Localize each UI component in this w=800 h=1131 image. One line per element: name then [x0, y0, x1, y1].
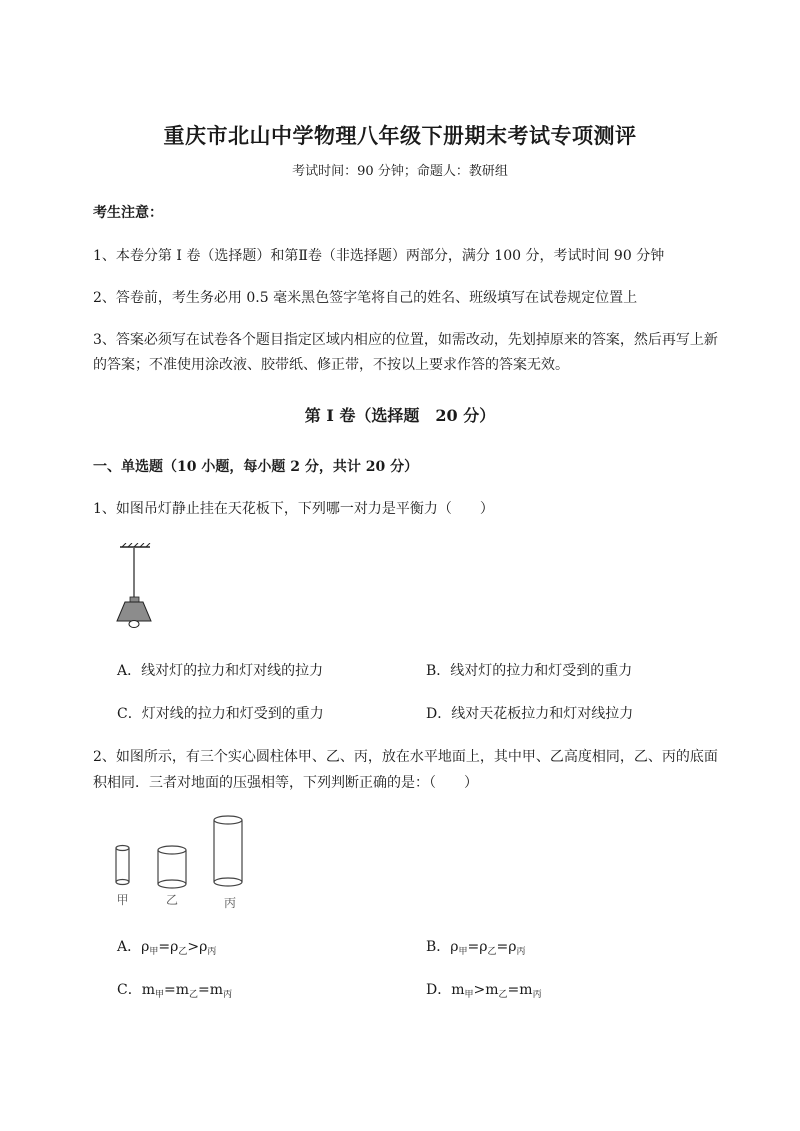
question-1-option-d[interactable]: D．线对天花板拉力和灯对线拉力 — [426, 706, 634, 722]
question-2-stem-cont: 积相同．三者对地面的压强相等，下列判断正确的是：（ ） — [93, 775, 478, 791]
question-1-option-c[interactable]: C．灯对线的拉力和灯受到的重力 — [117, 706, 324, 722]
question-2-option-c[interactable]: C．$m_甲=m_乙=m_丙$ — [117, 982, 233, 1000]
cylinder-label-bing: 丙 — [223, 896, 237, 910]
cylinders-figure — [110, 812, 260, 912]
question-1-option-b[interactable]: B．线对灯的拉力和灯受到的重力 — [426, 663, 633, 679]
page-title: 重庆市北山中学物理八年级下册期末考试专项测评 — [163, 123, 637, 148]
question-2-option-b[interactable]: B．$\rho_甲=\rho_乙=\rho_丙$ — [426, 939, 526, 957]
cylinder-label-jia: 甲 — [116, 893, 129, 907]
pendant-lamp-figure — [112, 543, 162, 633]
notice-item-3: 3、答案必须写在试卷各个题目指定区域内相应的位置，如需改动，先划掉原来的答案，然后再写上新 — [93, 332, 718, 348]
question-2-option-a[interactable]: A．$\rho_甲=\rho_乙>\rho_丙$ — [117, 939, 217, 957]
section-title: 第 I 卷（选择题 20 分） — [304, 406, 496, 425]
exam-info: 考试时间：90 分钟；命题人：教研组 — [292, 164, 508, 179]
cylinder-label-yi: 乙 — [165, 893, 179, 907]
notice-heading: 考生注意： — [93, 205, 163, 221]
question-1-option-a[interactable]: A．线对灯的拉力和灯对线的拉力 — [117, 663, 324, 679]
notice-item-2: 2、答卷前，考生务必用 0.5 毫米黑色签字笔将自己的姓名、班级填写在试卷规定位置上 — [93, 290, 638, 306]
part-heading: 一、单选题（10 小题，每小题 2 分，共计 20 分） — [93, 459, 419, 475]
question-2-stem: 2、如图所示，有三个实心圆柱体甲、乙、丙，放在水平地面上，其中甲、乙高度相同，乙、丙的底面 — [93, 749, 718, 765]
question-1-stem: 1、如图吊灯静止挂在天花板下，下列哪一对力是平衡力（ ） — [93, 501, 494, 517]
question-2-option-d[interactable]: D．$m_甲>m_乙=m_丙$ — [426, 982, 542, 1000]
notice-item-1: 1、本卷分第 I 卷（选择题）和第Ⅱ卷（非选择题）两部分，满分 100 分，考试时间 90 分钟 — [93, 248, 665, 264]
notice-item-3-cont: 的答案；不准使用涂改液、胶带纸、修正带，不按以上要求作答的答案无效。 — [93, 357, 569, 373]
